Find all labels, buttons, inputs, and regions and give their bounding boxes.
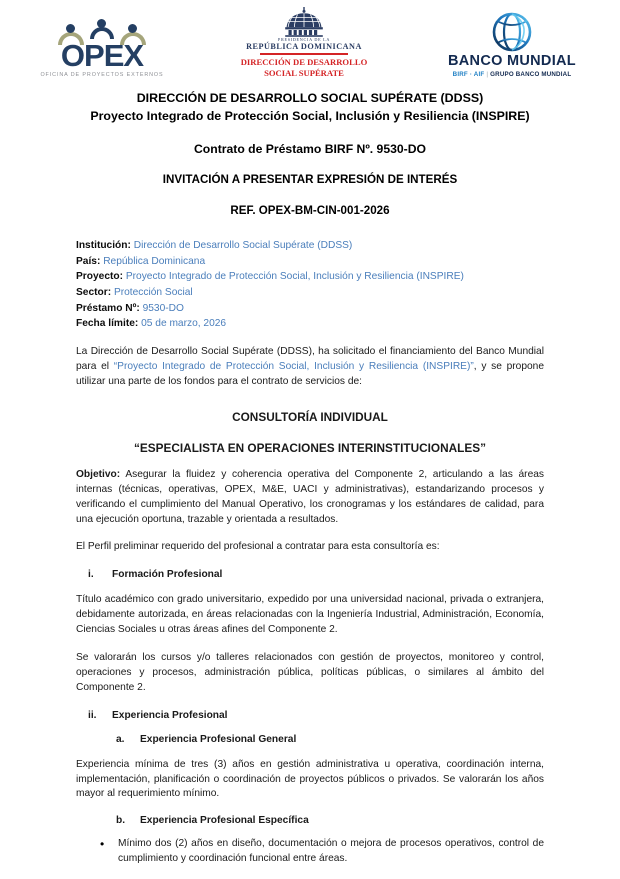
- section-experiencia-numeral: ii.: [88, 709, 97, 721]
- objective-text: Asegurar la fluidez y coherencia operativa del Componente 2, articulando a las áreas internas (técnicas, operativas, OPEX, M&E, UACI y administrativas), estandarizando procesos y verificando el cumplimiento del Manual Operativo, los cronogramas y los estándares de calidad, para una ejecución oportuna, trazable y orientada a resultados.: [76, 468, 544, 525]
- section-experiencia-title: Experiencia Profesional: [112, 709, 228, 721]
- world-bank-sub-separator: |: [486, 71, 489, 78]
- world-bank-birf-aif: BIRF · AIF: [452, 71, 485, 78]
- subsection-especifica-title: Experiencia Profesional Específica: [140, 815, 309, 827]
- opex-people-icon: [64, 19, 140, 41]
- metadata-row-proyecto: [76, 269, 544, 285]
- metadata-label-sector: Sector:: [76, 287, 112, 299]
- metadata-list: [76, 238, 544, 332]
- document-header: [76, 90, 544, 217]
- subsection-especifica-letter: b.: [116, 815, 126, 827]
- world-bank-wordmark: BANCO MUNDIAL: [448, 52, 576, 69]
- metadata-value-institucion: Dirección de Desarrollo Social Supérate (DDSS): [133, 239, 353, 251]
- page-title: [76, 90, 544, 126]
- opex-figure-body-center: [90, 27, 114, 39]
- reference-line: REF. OPEX-BM-CIN-001-2026: [230, 203, 390, 217]
- metadata-value-pais: República Dominicana: [103, 255, 206, 267]
- section-formacion-title: Formación Profesional: [112, 569, 223, 581]
- subsection-especifica-heading: [76, 815, 544, 826]
- section-experiencia-heading: [76, 710, 544, 721]
- metadata-row-institucion: [76, 238, 544, 254]
- formacion-paragraph-1: Título académico con grado universitario, expedido por una universidad nacional, privada o extranjera, debidamente autorizada, en áreas relacionadas con la Ingeniería Industrial, Administración, Economía, Ciencias Sociales u otras áreas afines del Componente 2.: [76, 594, 544, 636]
- section-formacion-heading: [76, 569, 544, 580]
- metadata-row-sector: [76, 285, 544, 301]
- globe-icon: [491, 11, 533, 53]
- metadata-label-prestamo: Préstamo Nº:: [76, 302, 140, 314]
- metadata-value-prestamo: 9530-DO: [142, 302, 184, 314]
- metadata-value-fecha-limite: 05 de marzo, 2026: [141, 318, 227, 330]
- consultancy-position: “ESPECIALISTA EN OPERACIONES INTERINSTITUCIONALES”: [134, 440, 486, 455]
- opex-tagline: OFICINA DE PROYECTOS EXTERNOS: [40, 72, 164, 78]
- metadata-row-fecha-limite: [76, 316, 544, 332]
- world-bank-logo: [444, 11, 580, 78]
- consultancy-kind: CONSULTORÍA INDIVIDUAL: [232, 409, 388, 424]
- logo-band: [40, 0, 580, 78]
- intro-paragraph: [76, 345, 544, 390]
- metadata-label-proyecto: Proyecto:: [76, 271, 123, 283]
- formacion-paragraph-2: Se valorarán los cursos y/o talleres relacionados con gestión de proyectos, monitoreo y control, operaciones y procesos, administración pública, políticas públicas, o similares al ámbito del Componente 2.: [76, 651, 544, 693]
- ddss-name-line2: SOCIAL SUPÉRATE: [264, 67, 344, 78]
- ddss-name-line1: DIRECCIÓN DE DESARROLLO: [240, 57, 368, 68]
- subsection-general-heading: [76, 734, 544, 745]
- opex-logo: [40, 19, 164, 78]
- metadata-label-fecha-limite: Fecha límite:: [76, 318, 139, 330]
- ddss-logo: [229, 7, 379, 78]
- intro-project-highlight: “Proyecto Integrado de Protección Social, Inclusión y Resiliencia (INSPIRE)”: [113, 361, 474, 373]
- profile-intro-paragraph: El Perfil preliminar requerido del profesional a contratar para esta consultoría es:: [76, 541, 440, 553]
- section-formacion-numeral: i.: [88, 569, 94, 581]
- metadata-value-proyecto: Proyecto Integrado de Protección Social, Inclusión y Resiliencia (INSPIRE): [125, 271, 464, 283]
- experiencia-especifica-list: [76, 837, 544, 867]
- opex-figure-body-right: [120, 32, 146, 45]
- metadata-value-sector: Protección Social: [113, 287, 193, 299]
- opex-wordmark: OPEX: [60, 38, 144, 74]
- subsection-general-letter: a.: [116, 733, 125, 745]
- subsection-general-title: Experiencia Profesional General: [140, 733, 297, 745]
- title-line-2: Proyecto Integrado de Protección Social, Inclusión y Resiliencia (INSPIRE): [90, 108, 530, 123]
- metadata-label-institucion: Institución:: [76, 239, 131, 251]
- opex-figure-body-left: [58, 32, 84, 45]
- objective-label: Objetivo:: [76, 468, 121, 480]
- presidencia-label: PRESIDENCIA DE LA: [277, 36, 331, 42]
- invitation-line: INVITACIÓN A PRESENTAR EXPRESIÓN DE INTERÉS: [162, 172, 458, 186]
- title-line-1: DIRECCIÓN DE DESARROLLO SOCIAL SUPÉRATE (DDSS): [136, 91, 484, 105]
- republica-dominicana-label: REPÚBLICA DOMINICANA: [246, 41, 362, 51]
- world-bank-group-label: GRUPO BANCO MUNDIAL: [490, 71, 572, 78]
- presidential-dome-icon: [281, 7, 327, 37]
- experiencia-general-paragraph: Experiencia mínima de tres (3) años en gestión administrativa u operativa, coordinación interna, implementación, planificación o coordinación de proyectos públicos o privados. Se valorarán los años mayor al requerimiento mínimo.: [76, 758, 544, 800]
- world-bank-subtitle: [453, 71, 572, 78]
- metadata-row-pais: [76, 254, 544, 270]
- intro-part-2: , y se propone utilizar una parte de los fondos para el contrato de servicios de:: [76, 361, 545, 387]
- metadata-label-pais: País:: [76, 255, 101, 267]
- metadata-row-prestamo: [76, 301, 544, 317]
- intro-part-1: La Dirección de Desarrollo Social Supérate (DDSS), ha solicitado el financiamiento del Banco Mundial para el: [76, 346, 544, 373]
- red-divider: [260, 53, 348, 55]
- list-item: • Mínimo dos (2) años en diseño, documentación o mejora de procesos operativos, control de cumplimiento y coordinación funcional entre áreas.: [98, 837, 544, 867]
- contract-line: Contrato de Préstamo BIRF Nº. 9530-DO: [194, 141, 426, 156]
- objective-paragraph: [76, 468, 544, 528]
